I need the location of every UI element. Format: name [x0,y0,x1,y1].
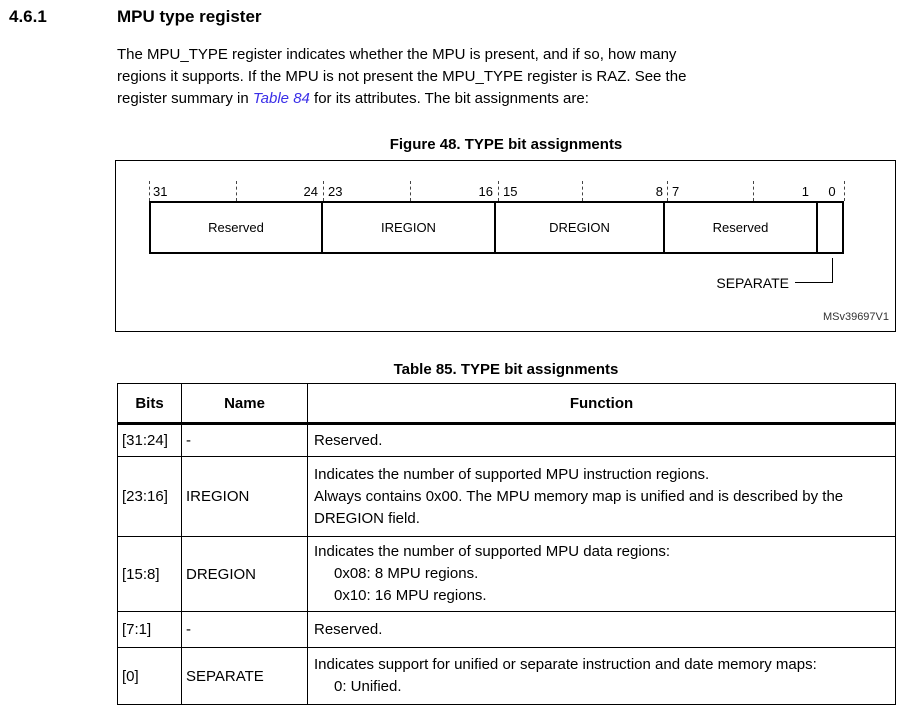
function-line: 0: Unified. [334,678,402,695]
section-number: 4.6.1 [9,7,47,26]
bit-label-7: 7 [672,184,680,199]
intro-paragraph [117,44,877,110]
field-separate-bit0 [818,203,842,252]
separate-callout-line-vertical [832,258,833,283]
field-dregion [496,203,665,252]
bit-label-16: 16 [478,184,493,199]
table-row [118,648,896,705]
field-iregion [323,203,496,252]
column-header-function: Function [308,384,896,424]
ruler-tick [236,181,237,201]
cell-function [308,612,896,648]
cell-function [308,457,896,537]
cell-bits: [7:1] [118,612,182,648]
function-line: Indicates the number of supported MPU data regions: [314,543,671,560]
table-row [118,537,896,612]
function-line: Always contains 0x00. The MPU memory map is unified and is described by the DREGION field. [314,487,844,527]
column-header-bits: Bits [118,384,182,424]
field-label: DREGION [549,220,610,235]
ruler-tick [844,181,845,201]
function-line: Indicates the number of supported MPU instruction regions. [314,465,710,483]
ruler-tick [753,181,754,201]
cell-bits: [23:16] [118,457,182,537]
field-reserved-7-1 [665,203,818,252]
function-line: 0x08: 8 MPU regions. [334,565,479,582]
ruler-tick [323,181,324,201]
table-84-link[interactable]: Table 84 [252,90,310,107]
intro-line-3-post: for its attributes. The bit assignments are: [309,90,589,107]
ruler-tick [582,181,583,201]
bit-label-15: 15 [503,184,518,199]
register-rectangle [149,201,844,254]
bit-label-8: 8 [655,184,663,199]
column-header-name: Name [182,384,308,424]
cell-function [308,424,896,457]
page-title: MPU type register [117,7,262,26]
cell-name: SEPARATE [182,648,308,705]
intro-line-2: regions it supports. If the MPU is not present the MPU_TYPE register is RAZ. See the [117,68,687,85]
cell-name: - [182,612,308,648]
field-label: Reserved [208,220,264,235]
function-line: Indicates support for unified or separate instruction and date memory maps: [314,656,817,673]
function-line: Reserved. [314,431,383,449]
intro-line-3 [117,88,877,110]
table-caption: Table 85. TYPE bit assignments [393,361,619,378]
cell-function [308,648,896,705]
intro-line-1: The MPU_TYPE register indicates whether the MPU is present, and if so, how many [117,46,677,63]
separate-callout-line-horizontal [795,282,832,283]
table-row [118,612,896,648]
field-label: Reserved [712,220,769,235]
table-row [118,424,896,457]
field-reserved-31-24 [151,203,323,252]
intro-line-3-pre: register summary in [117,90,253,107]
ruler-tick [410,181,411,201]
cell-bits: [15:8] [118,537,182,612]
cell-name: IREGION [182,457,308,537]
bit-label-1: 1 [801,184,809,199]
bit-label-0: 0 [828,184,836,199]
function-line: 0x10: 16 MPU regions. [334,587,487,604]
table-header-row [118,384,896,424]
function-line: Reserved. [314,620,383,638]
separate-callout-label: SEPARATE [716,275,789,291]
table-row [118,457,896,537]
bit-label-23: 23 [328,184,343,199]
bit-label-31: 31 [153,184,168,199]
ruler-tick [149,181,150,201]
ruler-tick [498,181,499,201]
figure-caption: Figure 48. TYPE bit assignments [389,136,623,153]
ruler-tick [667,181,668,201]
bit-assignments-table [117,383,896,705]
figure-watermark: MSv39697V1 [822,311,889,323]
cell-function [308,537,896,612]
bit-label-24: 24 [303,184,318,199]
cell-bits: [0] [118,648,182,705]
cell-bits: [31:24] [118,424,182,457]
register-bit-diagram [115,160,896,332]
cell-name: - [182,424,308,457]
field-label: IREGION [381,220,436,235]
cell-name: DREGION [182,537,308,612]
